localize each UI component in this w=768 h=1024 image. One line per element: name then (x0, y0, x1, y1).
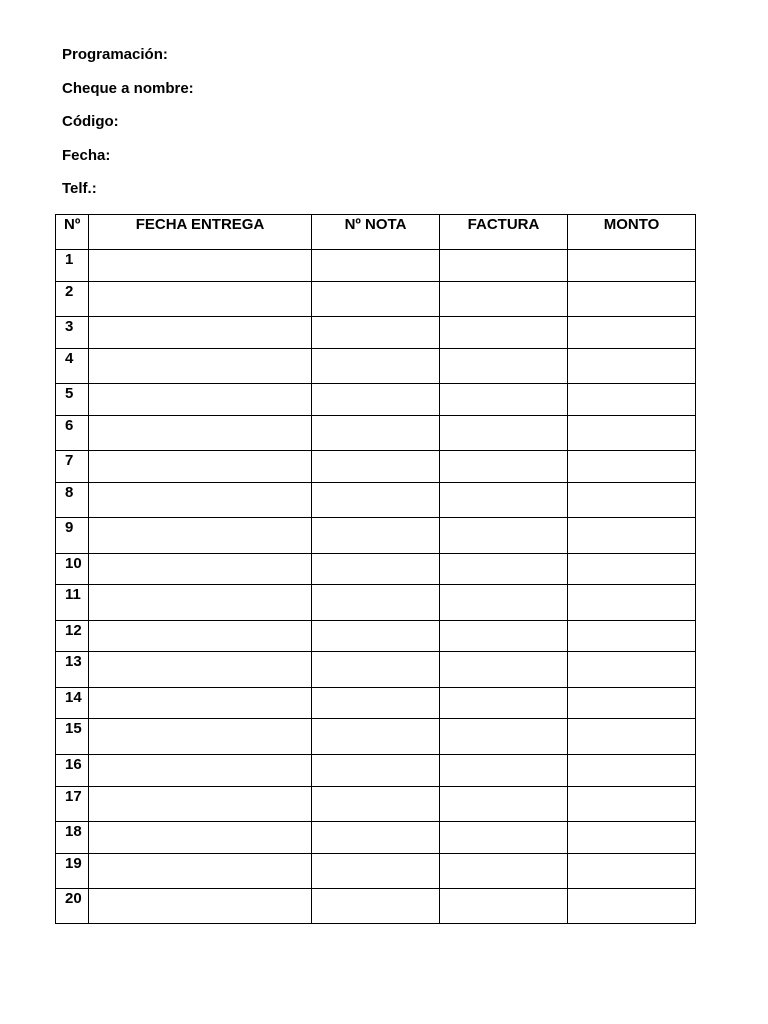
nota-cell[interactable] (312, 349, 440, 384)
row-number-cell: 14 (56, 688, 89, 719)
row-number-cell: 3 (56, 317, 89, 349)
fecha-entrega-cell[interactable] (89, 822, 312, 854)
fecha-entrega-cell[interactable] (89, 349, 312, 384)
nota-cell[interactable] (312, 483, 440, 518)
fecha-entrega-cell[interactable] (89, 282, 312, 317)
monto-cell[interactable] (568, 787, 696, 822)
monto-cell[interactable] (568, 416, 696, 451)
factura-cell[interactable] (440, 719, 568, 755)
nota-cell[interactable] (312, 822, 440, 854)
nota-cell[interactable] (312, 688, 440, 719)
row-number-cell: 9 (56, 518, 89, 554)
fecha-entrega-cell[interactable] (89, 688, 312, 719)
table-row (56, 854, 696, 889)
field-fecha-label: Fecha: (62, 146, 111, 164)
factura-cell[interactable] (440, 652, 568, 688)
fecha-entrega-cell[interactable] (89, 250, 312, 282)
fecha-entrega-cell[interactable] (89, 585, 312, 621)
row-number-cell: 13 (56, 652, 89, 688)
nota-cell[interactable] (312, 854, 440, 889)
table-body (56, 250, 696, 924)
factura-cell[interactable] (440, 787, 568, 822)
row-number-cell: 15 (56, 719, 89, 755)
delivery-table (55, 214, 696, 924)
nota-cell[interactable] (312, 416, 440, 451)
fecha-entrega-cell[interactable] (89, 554, 312, 585)
fecha-entrega-cell[interactable] (89, 854, 312, 889)
nota-cell[interactable] (312, 250, 440, 282)
header-fecha-entrega: FECHA ENTREGA (89, 215, 312, 250)
factura-cell[interactable] (440, 755, 568, 787)
table-row (56, 416, 696, 451)
nota-cell[interactable] (312, 282, 440, 317)
factura-cell[interactable] (440, 518, 568, 554)
row-number-cell: 18 (56, 822, 89, 854)
factura-cell[interactable] (440, 688, 568, 719)
row-number-cell: 19 (56, 854, 89, 889)
table-row (56, 451, 696, 483)
nota-cell[interactable] (312, 451, 440, 483)
fecha-entrega-cell[interactable] (89, 652, 312, 688)
factura-cell[interactable] (440, 384, 568, 416)
row-number-cell: 6 (56, 416, 89, 451)
table-header-row (56, 215, 696, 250)
monto-cell[interactable] (568, 621, 696, 652)
factura-cell[interactable] (440, 416, 568, 451)
fecha-entrega-cell[interactable] (89, 787, 312, 822)
row-number-cell: 5 (56, 384, 89, 416)
monto-cell[interactable] (568, 719, 696, 755)
factura-cell[interactable] (440, 621, 568, 652)
monto-cell[interactable] (568, 518, 696, 554)
factura-cell[interactable] (440, 349, 568, 384)
header-fields (62, 46, 194, 214)
fecha-entrega-cell[interactable] (89, 621, 312, 652)
fecha-entrega-cell[interactable] (89, 518, 312, 554)
table-row (56, 822, 696, 854)
monto-cell[interactable] (568, 349, 696, 384)
factura-cell[interactable] (440, 554, 568, 585)
monto-cell[interactable] (568, 317, 696, 349)
nota-cell[interactable] (312, 621, 440, 652)
table-row (56, 384, 696, 416)
monto-cell[interactable] (568, 384, 696, 416)
table-row (56, 688, 696, 719)
field-cheque-label: Cheque a nombre: (62, 79, 194, 97)
fecha-entrega-cell[interactable] (89, 416, 312, 451)
row-number-cell: 16 (56, 755, 89, 787)
row-number-cell: 10 (56, 554, 89, 585)
table-row (56, 282, 696, 317)
table-row (56, 349, 696, 384)
table-row (56, 250, 696, 282)
fecha-entrega-cell[interactable] (89, 317, 312, 349)
header-factura: FACTURA (440, 215, 568, 250)
field-codigo-label: Código: (62, 113, 119, 130)
row-number-cell: 8 (56, 483, 89, 518)
monto-cell[interactable] (568, 585, 696, 621)
monto-cell[interactable] (568, 451, 696, 483)
factura-cell[interactable] (440, 451, 568, 483)
row-number-cell: 12 (56, 621, 89, 652)
monto-cell[interactable] (568, 889, 696, 924)
factura-cell[interactable] (440, 854, 568, 889)
row-number-cell: 7 (56, 451, 89, 483)
monto-cell[interactable] (568, 250, 696, 282)
fecha-entrega-cell[interactable] (89, 889, 312, 924)
monto-cell[interactable] (568, 652, 696, 688)
nota-cell[interactable] (312, 889, 440, 924)
row-number-cell: 2 (56, 282, 89, 317)
fecha-entrega-cell[interactable] (89, 719, 312, 755)
header-nota: Nº NOTA (312, 215, 440, 250)
row-number-cell: 17 (56, 787, 89, 822)
nota-cell[interactable] (312, 518, 440, 554)
monto-cell[interactable] (568, 688, 696, 719)
table-row (56, 652, 696, 688)
header-num: Nº (56, 215, 89, 250)
factura-cell[interactable] (440, 889, 568, 924)
nota-cell[interactable] (312, 554, 440, 585)
nota-cell[interactable] (312, 652, 440, 688)
factura-cell[interactable] (440, 585, 568, 621)
row-number-cell: 11 (56, 585, 89, 621)
monto-cell[interactable] (568, 554, 696, 585)
nota-cell[interactable] (312, 317, 440, 349)
monto-cell[interactable] (568, 282, 696, 317)
factura-cell[interactable] (440, 822, 568, 854)
row-number-cell: 4 (56, 349, 89, 384)
fecha-entrega-cell[interactable] (89, 483, 312, 518)
table-row (56, 889, 696, 924)
field-programacion-label: Programación: (62, 46, 168, 63)
fecha-entrega-cell[interactable] (89, 755, 312, 787)
table-row (56, 621, 696, 652)
fecha-entrega-cell[interactable] (89, 384, 312, 416)
table-row (56, 317, 696, 349)
header-monto: MONTO (568, 215, 696, 250)
monto-cell[interactable] (568, 822, 696, 854)
factura-cell[interactable] (440, 317, 568, 349)
factura-cell[interactable] (440, 483, 568, 518)
factura-cell[interactable] (440, 250, 568, 282)
nota-cell[interactable] (312, 585, 440, 621)
monto-cell[interactable] (568, 854, 696, 889)
row-number-cell: 20 (56, 889, 89, 924)
nota-cell[interactable] (312, 719, 440, 755)
fecha-entrega-cell[interactable] (89, 451, 312, 483)
row-number-cell: 1 (56, 250, 89, 282)
factura-cell[interactable] (440, 282, 568, 317)
table-row (56, 719, 696, 755)
nota-cell[interactable] (312, 755, 440, 787)
table-row (56, 483, 696, 518)
table-row (56, 787, 696, 822)
monto-cell[interactable] (568, 755, 696, 787)
monto-cell[interactable] (568, 483, 696, 518)
table-row (56, 554, 696, 585)
table-row (56, 518, 696, 554)
table-row (56, 755, 696, 787)
nota-cell[interactable] (312, 384, 440, 416)
nota-cell[interactable] (312, 787, 440, 822)
table-row (56, 585, 696, 621)
field-telf-label: Telf.: (62, 180, 97, 197)
